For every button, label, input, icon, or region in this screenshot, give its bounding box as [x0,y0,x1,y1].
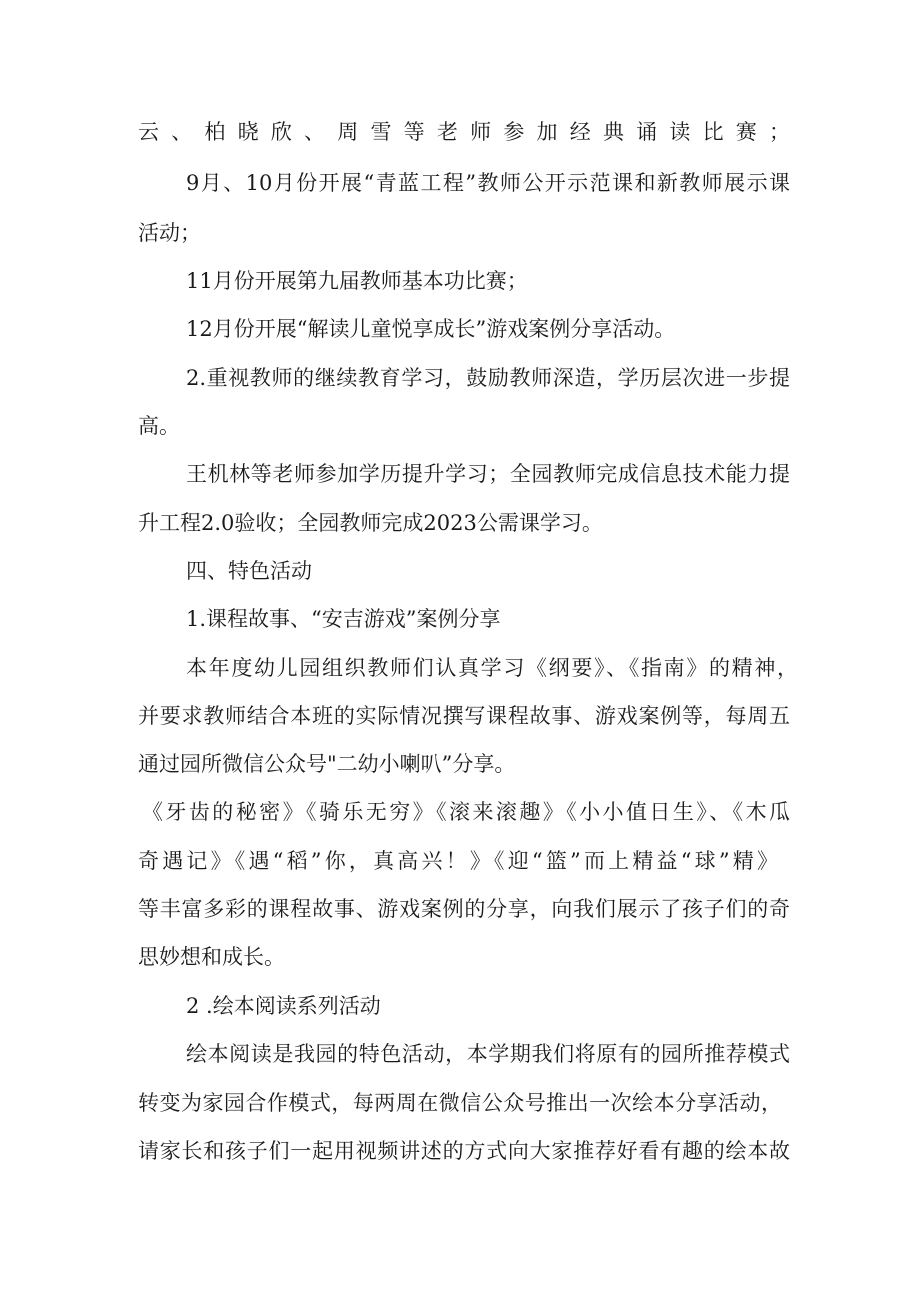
text-line-12: 本年度幼儿园组织教师们认真学习《纲要》、《指南》的精神， [186,656,798,680]
text-line-6: 2.重视教师的继续教育学习，鼓励教师深造，学历层次进一步提 [186,366,790,390]
text-line-14: 通过园所微信公众号"二幼小喇叭”分享。 [138,752,516,776]
subsection-heading-2: 2 .绘本阅读系列活动 [186,994,381,1018]
text-line-5: 12月份开展“解读儿童悦享成长”游戏案例分享活动。 [186,317,676,341]
text-line-9: 升工程2.0验收；全园教师完成2023公需课学习。 [138,511,603,535]
text-line-17: 等丰富多彩的课程故事、游戏案例的分享，向我们展示了孩子们的奇 [138,897,790,921]
text-line-1: 云、柏晓欣、周雪等老师参加经典诵读比赛； [138,120,790,144]
text-line-22: 请家长和孩子们一起用视频讲述的方式向大家推荐好看有趣的绘本故 [138,1139,790,1163]
subsection-heading-1: 1.课程故事、“安吉游戏”案例分享 [186,607,501,631]
text-line-7: 高。 [138,414,180,438]
text-line-16: 奇遇记》《遇“稻”你，真高兴！》《迎“篮”而上精益“球”精》 [138,849,778,873]
text-line-18: 思妙想和成长。 [138,945,285,969]
text-line-13: 并要求教师结合本班的实际情况撰写课程故事、游戏案例等，每周五 [138,704,790,728]
text-line-15: 《牙齿的秘密》《骑乐无穷》《滚来滚趣》《小小值日生》、《木瓜 [142,800,790,824]
text-line-21: 转变为家园合作模式，每两周在微信公众号推出一次绘本分享活动， [138,1091,782,1115]
text-line-3: 活动； [138,221,201,245]
section-heading: 四、特色活动 [186,559,312,583]
text-line-2: 9月、10月份开展“青蓝工程”教师公开示范课和新教师展示课 [186,171,790,195]
text-line-20: 绘本阅读是我园的特色活动，本学期我们将原有的园所推荐模式 [186,1042,790,1066]
text-line-4: 11月份开展第九届教师基本功比赛； [186,269,528,293]
text-line-8: 王机林等老师参加学历提升学习；全园教师完成信息技术能力提 [186,462,790,486]
